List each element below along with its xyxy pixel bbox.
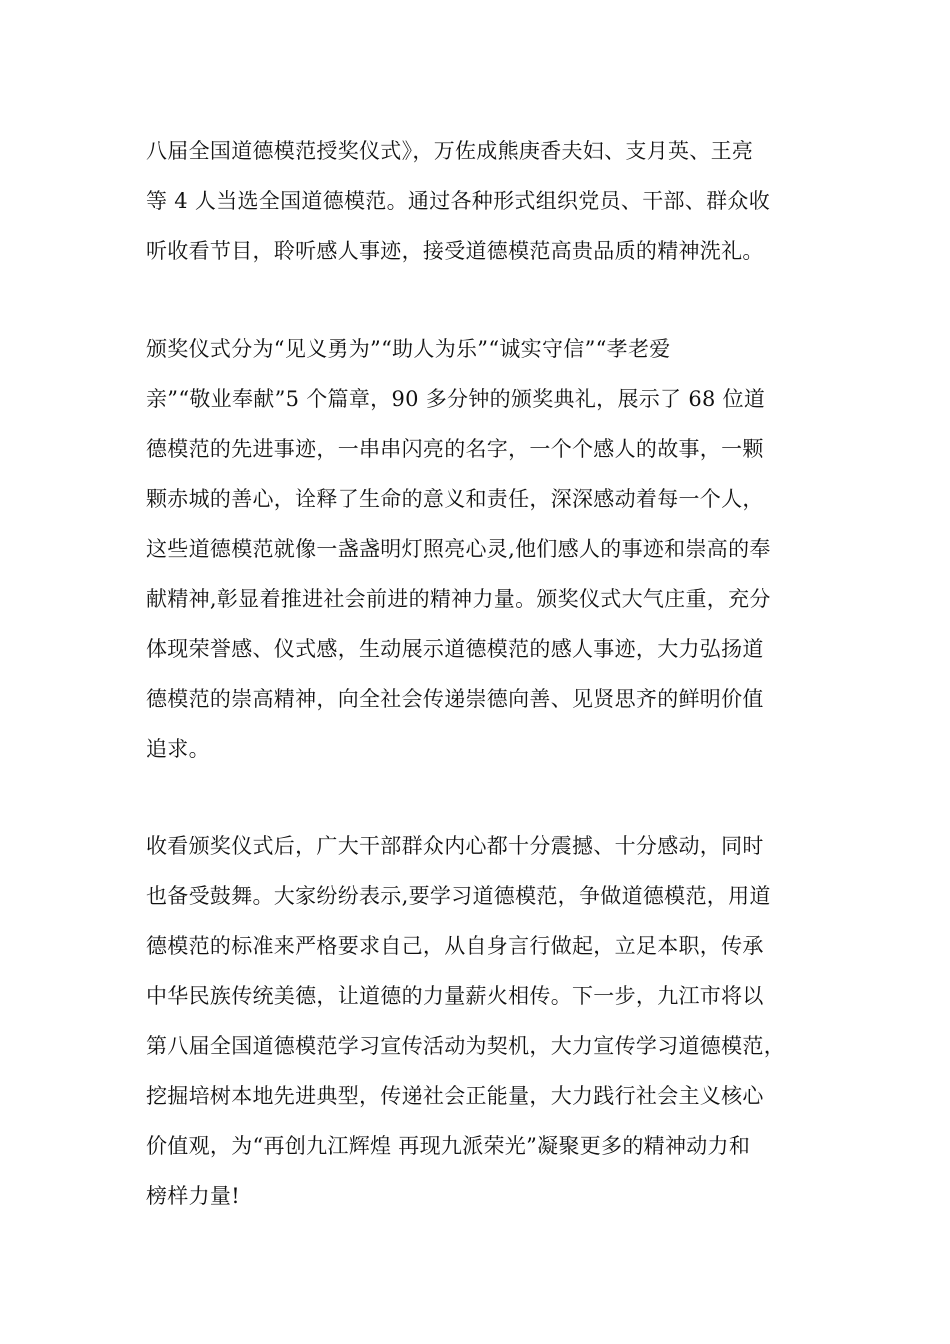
text-line: 颗赤城的善心，诠释了生命的意义和责任，深深感动着每一个人，: [146, 487, 764, 511]
text-line: 这些道德模范就像一盏盏明灯照亮心灵,他们感人的事迹和崇高的奉: [146, 537, 771, 561]
text-line: 体现荣誉感、仪式感，生动展示道德模范的感人事迹，大力弘扬道: [146, 637, 764, 661]
text-line: 亲”“敬业奉献”5 个篇章，90 多分钟的颁奖典礼，展示了 68 位道: [146, 387, 766, 411]
text-line: 等 4 人当选全国道德模范。通过各种形式组织党员、干部、群众收: [146, 189, 771, 213]
text-line: 价值观，为“再创九江辉煌 再现九派荣光”凝聚更多的精神动力和: [146, 1134, 751, 1158]
text-line: 榜样力量!: [146, 1184, 240, 1208]
text-line: 收看颁奖仪式后，广大干部群众内心都十分震撼、十分感动，同时: [146, 834, 764, 858]
text-line: 中华民族传统美德，让道德的力量薪火相传。下一步，九江市将以: [146, 984, 764, 1008]
text-line: 追求。: [146, 737, 210, 761]
text-line: 也备受鼓舞。大家纷纷表示,要学习道德模范，争做道德模范，用道: [146, 884, 771, 908]
paragraph-1: [146, 126, 826, 276]
text-line: 第八届全国道德模范学习宣传活动为契机，大力宣传学习道德模范，: [146, 1034, 785, 1058]
text-line: 德模范的标准来严格要求自己，从自身言行做起，立足本职，传承: [146, 934, 764, 958]
text-line: 八届全国道德模范授奖仪式》，万佐成熊庚香夫妇、支月英、王亮: [146, 139, 754, 163]
text-line: 挖掘培树本地先进典型，传递社会正能量，大力践行社会主义核心: [146, 1084, 764, 1108]
text-line: 听收看节目，聆听感人事迹，接受道德模范高贵品质的精神洗礼。: [146, 239, 764, 263]
text-line: 德模范的先进事迹，一串串闪亮的名字，一个个感人的故事，一颗: [146, 437, 764, 461]
text-line: 献精神,彰显着推进社会前进的精神力量。颁奖仪式大气庄重，充分: [146, 587, 771, 611]
text-line: 颁奖仪式分为“见义勇为”“助人为乐”“诚实守信”“孝老爱: [146, 337, 671, 361]
paragraph-2: [146, 324, 826, 774]
paragraph-3: [146, 821, 826, 1221]
text-line: 德模范的崇高精神，向全社会传递崇德向善、见贤思齐的鲜明价值: [146, 687, 764, 711]
